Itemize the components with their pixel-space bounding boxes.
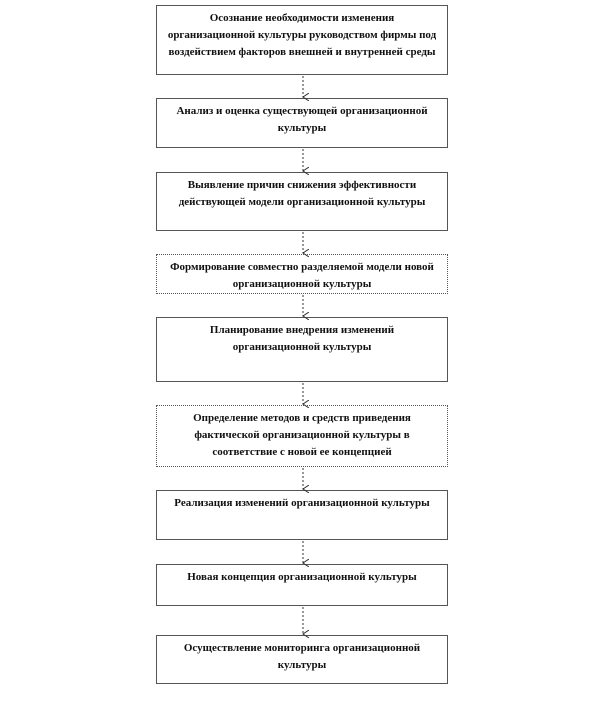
step-5-label: Планирование внедрения изменений организационной культуры — [209, 324, 395, 353]
step-8-label: Новая концепция организационной культуры — [187, 571, 417, 583]
step-2-label: Анализ и оценка существующей организационной культуры — [176, 105, 428, 134]
step-3-label: Выявление причин снижения эффективности действующей модели организационной культуры — [178, 179, 426, 208]
step-7-label: Реализация изменений организационной культуры — [174, 497, 430, 509]
step-6-label: Определение методов и средств приведения фактической организационной культуры в соответствие с новой ее концепцией — [193, 412, 411, 458]
step-1-label: Осознание необходимости изменения организационной культуры руководством фирмы под воздействием факторов внешней и внутренней среды — [167, 12, 437, 58]
step-9-label: Осуществление мониторинга организационной культуры — [183, 642, 421, 671]
step-4-label: Формирование совместно разделяемой модели новой организационной культуры — [170, 261, 434, 290]
